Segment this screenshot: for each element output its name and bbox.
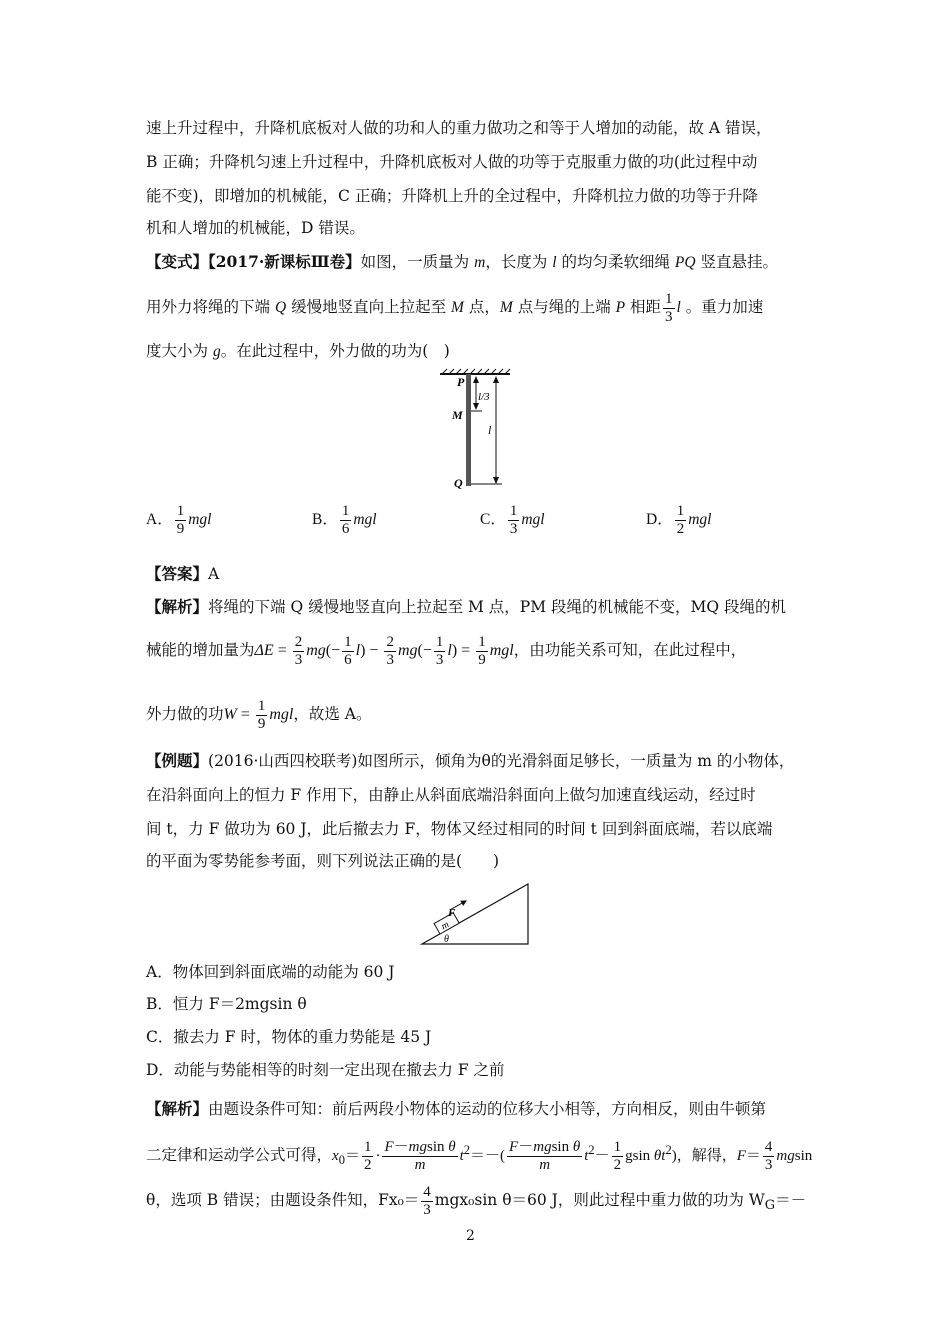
label-Q: Q — [454, 476, 463, 490]
variant-line-2: 用外力将绳的下端 Q 缓慢地竖直向上拉起至 M 点，M 点与绳的上端 P 相距 $\frac{1}{3}$ l 。重力加速 — [146, 290, 764, 325]
label-m: m — [439, 919, 452, 933]
analysis2-line-1: 【解析】由题设条件可知：前后两段小物体的运动的位移大小相等，方向相反，则由牛顿第 — [146, 1099, 767, 1118]
example-line-1: 【例题】(2016·山西四校联考)如图所示，倾角为θ的光滑斜面足够长，一质量为 m 的小物体， — [146, 751, 795, 770]
analysis-line-1: 【解析】将绳的下端 Q 缓慢地竖直向上拉起至 M 点，PM 段绳的机械能不变，MQ 段绳的机 — [146, 597, 787, 616]
option-a: A． $\frac{1}{9}$ mgl — [146, 503, 212, 537]
analysis2-line-3: θ，选项 B 错误；由题设条件知，Fx₀＝ $\frac{4}{3}$ mgx₀sin θ＝60 J，则此过程中重力做的功为 $W_G=-$ — [146, 1183, 807, 1218]
variant-line-3: 度大小为 g。在此过程中，外力做的功为( ) — [146, 342, 450, 360]
option2-b: B．恒力 F＝2mgsin θ — [146, 995, 307, 1013]
variant-line-1: 【变式】【2017·新课标Ⅲ卷】如图，一质量为 m，长度为 l 的均匀柔软细绳 PQ 竖直悬挂。 — [146, 252, 779, 271]
variant-tag: 【变式】【2017·新课标Ⅲ卷】 — [146, 252, 361, 271]
page-number: 2 — [466, 1228, 475, 1244]
analysis2-line-2: 二定律和运动学公式可得，$x_0=$ $\frac{1}{2}$ · $\frac{\text{F－mgsin θ}}{m}$ $t^2=-$( $\frac{\text{F－mgsin θ}}{m}$ $t^2-$ $\frac{1}{2}$ gsin $\theta t^2$)，解得，F＝ $\frac{4}{3}$ mgsin — [146, 1139, 813, 1174]
example-line-4: 的平面为零势能参考面，则下列说法正确的是( ) — [146, 852, 500, 870]
text-line: 机和人增加的机械能，D 错误。 — [146, 219, 365, 237]
label-F: F — [448, 907, 456, 919]
text-line: B 正确；升降机匀速上升过程中，升降机底板对人做的功等于克服重力做的功(此过程中动 — [146, 153, 758, 171]
text-line: 速上升过程中，升降机底板对人做的功和人的重力做功之和等于人增加的动能，故 A 错误， — [146, 119, 772, 137]
option-b: B． $\frac{1}{6}$ mgl — [312, 503, 377, 537]
text-line: 能不变)，即增加的机械能，C 正确；升降机上升的全过程中，升降机拉力做的功等于升降 — [146, 187, 758, 205]
option2-d: D．动能与势能相等的时刻一定出现在撤去力 F 之前 — [146, 1061, 505, 1079]
label-theta: θ — [444, 934, 449, 945]
rope — [466, 374, 471, 486]
label-M: M — [452, 408, 463, 422]
label-l: l — [488, 423, 492, 437]
label-P: P — [457, 375, 465, 389]
example-line-3: 间 t，力 F 做功为 60 J，此后撤去力 F，物体又经过相同的时间 t 回到斜面底端，若以底端 — [146, 820, 773, 838]
option-d: D． $\frac{1}{2}$ mgl — [646, 503, 712, 537]
example-line-2: 在沿斜面向上的恒力 F 作用下，由静止从斜面底端沿斜面向上做匀加速直线运动，经过时 — [146, 786, 756, 804]
option2-a: A．物体回到斜面底端的动能为 60 J — [146, 963, 395, 981]
analysis-line-2: 械能的增加量为ΔE = $\frac{2}{3}$ mg(− $\frac{1}{6}$ l) − $\frac{2}{3}$ mg(− $\frac{1}{3}$ l) = $\frac{1}{9}$ mgl，由功能关系可知，在此过程中， — [146, 633, 747, 668]
option2-c: C．撤去力 F 时，物体的重力势能是 45 J — [146, 1028, 432, 1046]
option-c: C． $\frac{1}{3}$ mgl — [480, 503, 545, 537]
fraction: $\frac{1}{3}$ — [665, 290, 673, 325]
rope-figure — [430, 366, 520, 492]
answer-line: 【答案】A — [146, 564, 220, 583]
label-l3: l/3 — [478, 391, 490, 403]
analysis-line-3: 外力做的功W = $\frac{1}{9}$ mgl，故选 A。 — [146, 697, 372, 732]
incline-figure — [416, 880, 536, 950]
